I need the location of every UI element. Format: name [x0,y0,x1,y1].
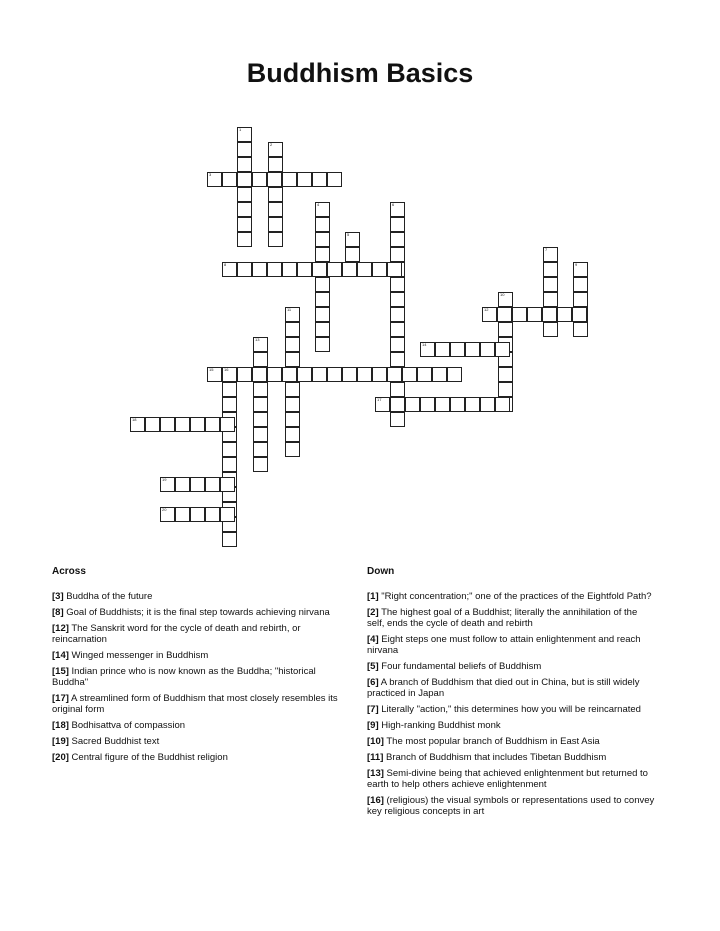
clue-text: A streamlined form of Buddhism that most closely resembles its original form [52,693,338,715]
crossword-cell[interactable] [573,292,588,307]
crossword-cell[interactable] [543,277,558,292]
crossword-cell[interactable] [497,307,512,322]
across-clue [52,736,352,747]
crossword-cell[interactable] [312,367,327,382]
clue-text: The highest goal of a Buddhist; literally the annihilation of the self, ends the cycle of death and rebirth [367,607,638,629]
crossword-cell[interactable] [220,417,235,432]
crossword-cell[interactable] [435,397,450,412]
clue-number: [12] [52,623,69,634]
across-clues [52,566,352,768]
crossword-cell[interactable] [267,262,282,277]
crossword-cell[interactable] [312,262,327,277]
clue-text: The Sanskrit word for the cycle of death and rebirth, or reincarnation [52,623,301,645]
crossword-cell[interactable] [268,187,283,202]
clue-number: [20] [52,752,69,763]
crossword-cell[interactable] [205,477,220,492]
down-clue [367,736,657,747]
crossword-cell[interactable] [222,382,237,397]
crossword-cell[interactable] [285,427,300,442]
across-clue [52,693,352,715]
crossword-cell[interactable] [390,292,405,307]
down-clue [367,752,657,763]
crossword-cell[interactable] [207,172,222,187]
clue-text: (religious) the visual symbols or representations used to convey key religious concepts in art [367,795,655,817]
crossword-cell[interactable] [390,277,405,292]
clue-text: Sacred Buddhist text [68,736,160,747]
crossword-cell[interactable] [375,397,390,412]
crossword-cell[interactable] [252,172,267,187]
crossword-cell[interactable] [450,397,465,412]
crossword-cell[interactable] [253,427,268,442]
crossword-cell[interactable] [282,172,297,187]
crossword-cell[interactable] [222,397,237,412]
crossword-cell[interactable] [372,262,387,277]
crossword-cell[interactable] [405,397,420,412]
cell-number: 15 [209,367,214,372]
crossword-cell[interactable] [160,417,175,432]
crossword-cell[interactable] [543,262,558,277]
cell-number: 14 [422,342,427,347]
crossword-cell[interactable] [253,457,268,472]
across-clue [52,591,352,602]
crossword-cell[interactable] [222,262,237,277]
crossword-cell[interactable] [480,342,495,357]
cell-number: 1 [239,127,242,132]
cell-number: 8 [224,262,227,267]
clue-number: [14] [52,650,69,661]
crossword-cell[interactable] [573,277,588,292]
crossword-cell[interactable] [543,322,558,337]
clue-number: [7] [367,704,379,715]
crossword-cell[interactable] [482,307,497,322]
clue-number: [16] [367,795,384,806]
across-clue [52,666,352,688]
cell-number: 16 [224,367,229,372]
crossword-cell[interactable] [285,382,300,397]
clue-number: [1] [367,591,379,602]
crossword-cell[interactable] [315,322,330,337]
down-clue [367,720,657,731]
crossword-cell[interactable] [465,397,480,412]
cell-number: 6 [392,202,395,207]
crossword-cell[interactable] [512,307,527,322]
across-clue [52,752,352,763]
crossword-cell[interactable] [543,247,558,262]
crossword-cell[interactable] [222,172,237,187]
crossword-cell[interactable] [160,507,175,522]
crossword-cell[interactable] [253,442,268,457]
crossword-cell[interactable] [498,382,513,397]
crossword-cell[interactable] [190,507,205,522]
crossword-cell[interactable] [573,262,588,277]
crossword-cell[interactable] [220,477,235,492]
crossword-cell[interactable] [357,367,372,382]
across-heading: Across [52,566,86,577]
crossword-cell[interactable] [315,202,330,217]
crossword-cell[interactable] [252,367,267,382]
down-clue [367,661,657,672]
crossword-cell[interactable] [315,277,330,292]
crossword-cell[interactable] [315,247,330,262]
cell-number: 2 [270,142,273,147]
crossword-cell[interactable] [315,217,330,232]
crossword-cell[interactable] [253,352,268,367]
cell-number: 20 [162,507,167,512]
cell-number: 10 [500,292,505,297]
clue-text: Indian prince who is now known as the Buddha; "historical Buddha" [52,666,316,688]
crossword-cell[interactable] [285,412,300,427]
crossword-cell[interactable] [387,367,402,382]
clue-number: [9] [367,720,379,731]
crossword-cell[interactable] [252,262,267,277]
crossword-cell[interactable] [267,367,282,382]
crossword-cell[interactable] [285,337,300,352]
crossword-cell[interactable] [327,367,342,382]
clue-text: Goal of Buddhists; it is the final step towards achieving nirvana [63,607,330,618]
crossword-cell[interactable] [345,247,360,262]
crossword-cell[interactable] [390,307,405,322]
crossword-cell[interactable] [237,172,252,187]
crossword-cell[interactable] [390,337,405,352]
crossword-cell[interactable] [372,367,387,382]
crossword-cell[interactable] [190,477,205,492]
crossword-cell[interactable] [285,442,300,457]
clue-number: [8] [52,607,64,618]
crossword-cell[interactable] [390,202,405,217]
crossword-cell[interactable] [160,477,175,492]
crossword-cell[interactable] [327,172,342,187]
clue-text: "Right concentration;" one of the practices of the Eightfold Path? [378,591,652,602]
crossword-cell[interactable] [450,342,465,357]
crossword-cell[interactable] [285,397,300,412]
cell-number: 13 [255,337,260,342]
crossword-cell[interactable] [145,417,160,432]
clue-number: [11] [367,752,384,763]
clue-text: Central figure of the Buddhist religion [68,752,228,763]
clue-number: [17] [52,693,69,704]
across-clue [52,650,352,661]
crossword-cell[interactable] [175,477,190,492]
crossword-cell[interactable] [268,157,283,172]
crossword-cell[interactable] [495,342,510,357]
crossword-cell[interactable] [285,322,300,337]
crossword-cell[interactable] [402,367,417,382]
crossword-cell[interactable] [207,367,222,382]
crossword-cell[interactable] [205,417,220,432]
clue-text: Buddha of the future [63,591,153,602]
crossword-cell[interactable] [543,292,558,307]
crossword-cell[interactable] [222,367,237,382]
crossword-cell[interactable] [495,397,510,412]
down-clue [367,607,657,629]
crossword-cell[interactable] [390,247,405,262]
clue-number: [3] [52,591,64,602]
clue-number: [18] [52,720,69,731]
crossword-cell[interactable] [237,187,252,202]
crossword-cell[interactable] [282,367,297,382]
crossword-cell[interactable] [205,507,220,522]
clue-text: Bodhisattva of compassion [68,720,186,731]
crossword-cell[interactable] [327,262,342,277]
cell-number: 4 [317,202,320,207]
crossword-cell[interactable] [498,322,513,337]
crossword-cell[interactable] [315,337,330,352]
crossword-cell[interactable] [237,232,252,247]
crossword-cell[interactable] [357,262,372,277]
crossword-cell[interactable] [390,352,405,367]
clue-number: [19] [52,736,69,747]
cell-number: 5 [347,232,350,237]
clue-text: Eight steps one must follow to attain enlightenment and reach nirvana [367,634,641,656]
clue-number: [6] [367,677,379,688]
crossword-cell[interactable] [237,127,252,142]
crossword-cell[interactable] [480,397,495,412]
crossword-cell[interactable] [253,397,268,412]
crossword-cell[interactable] [237,142,252,157]
cell-number: 12 [484,307,489,312]
crossword-cell[interactable] [315,292,330,307]
crossword-cell[interactable] [498,292,513,307]
cell-number: 7 [545,247,548,252]
page-title: Buddhism Basics [246,58,474,88]
across-clue [52,623,352,645]
clue-text: Four fundamental beliefs of Buddhism [378,661,542,672]
crossword-cell[interactable] [542,307,557,322]
cell-number: 19 [162,477,167,482]
clue-text: Semi-divine being that achieved enlightenment but returned to earth to help others achieve enlightenment [367,768,648,790]
crossword-cell[interactable] [417,367,432,382]
crossword-cell[interactable] [420,342,435,357]
crossword-cell[interactable] [282,262,297,277]
crossword-cell[interactable] [237,262,252,277]
crossword-cell[interactable] [237,367,252,382]
down-clues [367,566,657,822]
crossword-cell[interactable] [297,262,312,277]
clue-text: Branch of Buddhism that includes Tibetan Buddhism [383,752,607,763]
crossword-cell[interactable] [498,367,513,382]
clue-text: The most popular branch of Buddhism in East Asia [383,736,600,747]
crossword-cell[interactable] [432,367,447,382]
cell-number: 9 [575,262,578,267]
crossword-cell[interactable] [447,367,462,382]
down-clue [367,677,657,699]
crossword-cell[interactable] [220,507,235,522]
down-heading: Down [367,566,395,577]
crossword-cell[interactable] [175,507,190,522]
clue-number: [13] [367,768,384,779]
clue-text: Literally "action," this determines how you will be reincarnated [378,704,641,715]
across-clue [52,607,352,618]
down-clue [367,591,657,602]
crossword-cell[interactable] [190,417,205,432]
crossword-cell[interactable] [253,412,268,427]
crossword-cell[interactable] [527,307,542,322]
crossword-cell[interactable] [267,172,282,187]
down-clue [367,795,657,817]
crossword-cell[interactable] [342,367,357,382]
crossword-cell[interactable] [268,202,283,217]
cell-number: 3 [209,172,212,177]
crossword-cell[interactable] [253,337,268,352]
crossword-cell[interactable] [572,307,587,322]
crossword-cell[interactable] [222,532,237,547]
cell-number: 11 [287,307,292,312]
crossword-cell[interactable] [130,417,145,432]
crossword-cell[interactable] [297,367,312,382]
crossword-cell[interactable] [345,232,360,247]
crossword-cell[interactable] [222,457,237,472]
crossword-cell[interactable] [390,382,405,397]
clue-text: A branch of Buddhism that died out in China, but is still widely practiced in Japan [367,677,640,699]
crossword-cell[interactable] [297,172,312,187]
crossword-cell[interactable] [420,397,435,412]
crossword-cell[interactable] [268,232,283,247]
across-clue [52,720,352,731]
crossword-cell[interactable] [285,352,300,367]
clue-text: Winged messenger in Buddhism [68,650,209,661]
crossword-cell[interactable] [222,442,237,457]
clue-number: [10] [367,736,384,747]
clue-number: [15] [52,666,69,677]
crossword-cell[interactable] [175,417,190,432]
crossword-cell[interactable] [237,202,252,217]
down-clue [367,768,657,790]
crossword-cell[interactable] [315,232,330,247]
clue-text: High-ranking Buddhist monk [378,720,501,731]
crossword-cell[interactable] [390,217,405,232]
clue-number: [5] [367,661,379,672]
crossword-cell[interactable] [268,217,283,232]
crossword-cell[interactable] [342,262,357,277]
crossword-cell[interactable] [435,342,450,357]
clue-number: [2] [367,607,379,618]
crossword-cell[interactable] [312,172,327,187]
crossword-cell[interactable] [285,307,300,322]
crossword-cell[interactable] [387,262,402,277]
crossword-cell[interactable] [573,322,588,337]
crossword-cell[interactable] [390,232,405,247]
crossword-cell[interactable] [557,307,572,322]
down-clue [367,634,657,656]
crossword-cell[interactable] [253,382,268,397]
crossword-cell[interactable] [315,307,330,322]
crossword-cell[interactable] [268,142,283,157]
crossword-cell[interactable] [390,322,405,337]
clue-number: [4] [367,634,379,645]
cell-number: 17 [377,397,382,402]
crossword-cell[interactable] [390,412,405,427]
crossword-cell[interactable] [390,397,405,412]
crossword-cell[interactable] [237,217,252,232]
crossword-cell[interactable] [237,157,252,172]
cell-number: 18 [132,417,137,422]
down-clue [367,704,657,715]
crossword-cell[interactable] [465,342,480,357]
